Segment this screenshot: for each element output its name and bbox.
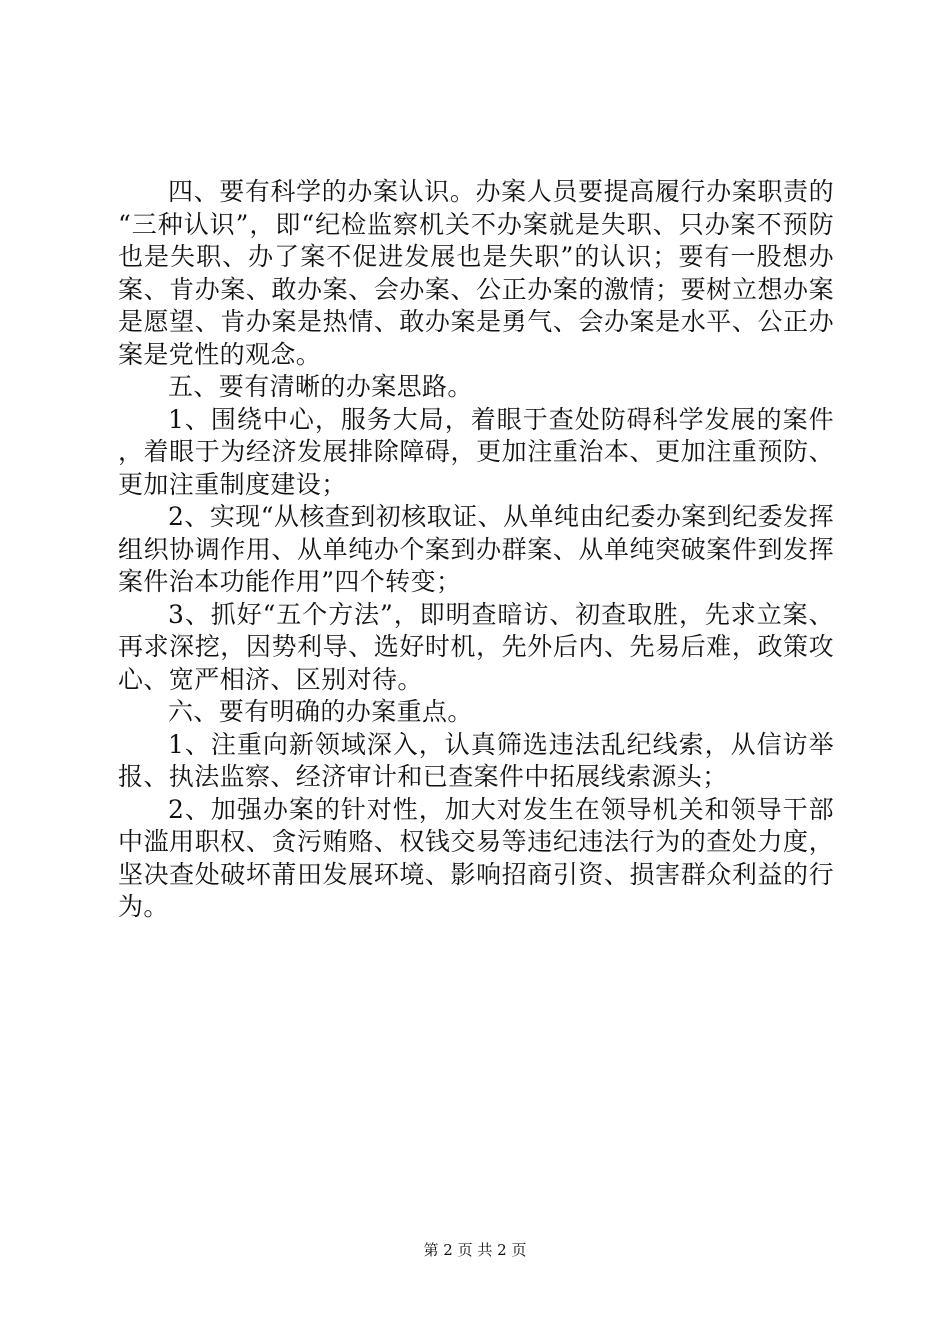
paragraph-five-item-1: 1、围绕中心，服务大局，着眼于查处防碍科学发展的案件，着眼于为经济发展排除障碍，更加注重治本、更加注重预防、更加注重制度建设； <box>118 404 834 499</box>
page-footer: 第 2 页 共 2 页 <box>423 1241 527 1259</box>
paragraph-five-item-2: 2、实现“从核查到初核取证、从单纯由纪委办案到纪委发挥组织协调作用、从单纯办个案到办群案、从单纯突破案件到发挥案件治本功能作用”四个转变； <box>118 502 834 596</box>
document-body <box>118 176 834 924</box>
paragraph-five-item-3: 3、抓好“五个方法”，即明查暗访、初查取胜，先求立案、再求深挖，因势利导、选好时机，先外后内、先易后难，政策攻心、宽严相济、区别对待。 <box>118 599 834 694</box>
paragraph-section-five-heading: 五、要有清晰的办案思路。 <box>168 372 473 401</box>
paragraph-six-item-2: 2、加强办案的针对性，加大对发生在领导机关和领导干部中滥用职权、贪污贿赂、权钱交易等违纪违法行为的查处力度，坚决查处破坏莆田发展环境、影响招商引资、损害群众利益的行为。 <box>118 794 834 921</box>
paragraph-section-six-heading: 六、要有明确的办案重点。 <box>168 697 473 726</box>
paragraph-section-four: 四、要有科学的办案认识。办案人员要提高履行办案职责的“三种认识”，即“纪检监察机关不办案就是失职、只办案不预防也是失职、办了案不促进发展也是失职”的认识；要有一股想办案、肯办案、敢办案、会办案、公正办案的激情；要树立想办案是愿望、肯办案是热情、敢办案是勇气、会办案是水平、公正办案是党性的观念。 <box>118 177 834 369</box>
paragraph-six-item-1: 1、注重向新领域深入，认真筛选违法乱纪线索，从信访举报、执法监察、经济审计和已查案件中拓展线索源头； <box>118 729 834 791</box>
